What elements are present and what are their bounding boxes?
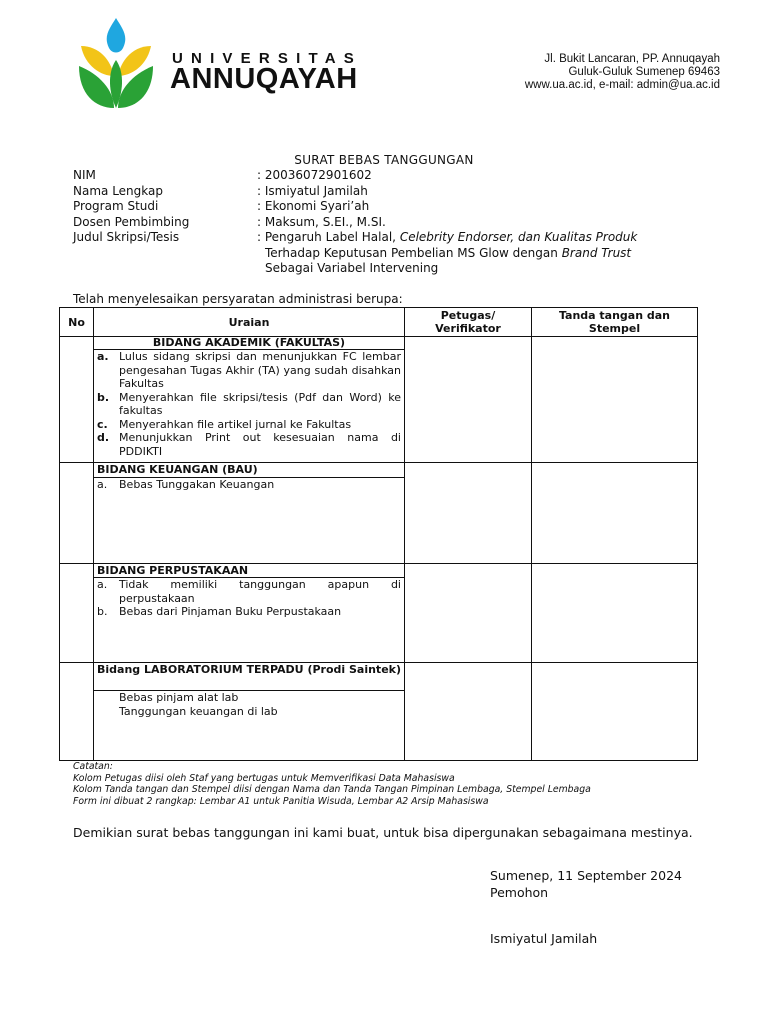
- address-line: Jl. Bukit Lancaran, PP. Annuqayah: [544, 53, 720, 65]
- item-text: Menyerahkan file artikel jurnal ke Fakultas: [119, 417, 352, 431]
- no-cell: [60, 463, 94, 478]
- section-title: Bidang LABORATORIUM TERPADU (Prodi Saintek): [94, 663, 405, 691]
- header-text: Verifikator: [435, 322, 501, 335]
- info-value: : Ekonomi Syari’ah: [257, 199, 370, 213]
- item-text: Tidak memiliki tanggungan apapun di perpustakaan: [119, 578, 401, 605]
- no-cell: [60, 478, 94, 564]
- lead-text: Telah menyelesaikan persyaratan administrasi berupa:: [73, 292, 403, 306]
- item-text: Menyerahkan file skripsi/tesis (Pdf dan Word) ke fakultas: [119, 390, 401, 417]
- items-cell: [94, 691, 405, 761]
- item-text: Bebas Tunggakan Keuangan: [119, 478, 275, 491]
- info-value: : 20036072901602: [257, 168, 372, 182]
- col-ttd-header: [532, 308, 698, 337]
- items-cell: [94, 350, 405, 463]
- university-address: [525, 53, 720, 92]
- place-date: Sumenep, 11 September 2024: [490, 868, 682, 883]
- list-item: Bebas pinjam alat lab: [119, 691, 239, 704]
- no-cell: [60, 350, 94, 463]
- section-title: BIDANG AKADEMIK (FAKULTAS): [94, 337, 405, 350]
- col-petugas-header: [405, 308, 532, 337]
- no-cell: [60, 337, 94, 350]
- list-item: [97, 431, 401, 458]
- closing-paragraph: Demikian surat bebas tanggungan ini kami buat, untuk bisa dipergunakan sebagaimana mestinya.: [73, 825, 693, 840]
- petugas-cell: [405, 463, 532, 564]
- section-row-keuangan: [60, 463, 698, 478]
- table-header-row: [60, 308, 698, 337]
- items-cell: [94, 578, 405, 663]
- address-line: Guluk-Guluk Sumenep 69463: [568, 66, 720, 78]
- header-text: Petugas/: [440, 309, 496, 322]
- no-cell: [60, 663, 94, 691]
- item-text: Lulus sidang skripsi dan menunjukkan FC lembar pengesahan Tugas Akhir (TA) yang sudah disahkan Fakultas: [119, 350, 401, 390]
- col-no-header: No: [60, 308, 94, 337]
- item-marker: a.: [97, 350, 109, 363]
- petugas-cell: [405, 663, 532, 761]
- info-row-judul: [73, 230, 677, 277]
- item-marker: c.: [97, 417, 108, 431]
- info-label: Program Studi: [73, 199, 159, 213]
- section-title: BIDANG KEUANGAN (BAU): [94, 463, 405, 478]
- item-marker: b.: [97, 605, 108, 618]
- signer-role: Pemohon: [490, 884, 549, 900]
- section-row-perpustakaan: [60, 564, 698, 578]
- info-value: : Maksum, S.EI., M.SI.: [257, 214, 386, 229]
- address-contact: www.ua.ac.id, e-mail: admin@ua.ac.id: [524, 79, 720, 91]
- info-label: Nama Lengkap: [73, 183, 163, 198]
- info-row-nim: [73, 168, 677, 184]
- item-marker: a.: [97, 578, 108, 591]
- item-list: [97, 478, 401, 492]
- no-cell: [60, 691, 94, 761]
- judul-line3: Sebagai Variabel Intervening: [265, 261, 439, 275]
- list-item: [97, 578, 401, 605]
- col-uraian-header: Uraian: [94, 308, 405, 337]
- notes-title: Catatan:: [73, 761, 113, 772]
- petugas-cell: [405, 564, 532, 663]
- university-name: ANNUQAYAH: [170, 63, 358, 95]
- list-item: [97, 418, 401, 432]
- info-label: Judul Skripsi/Tesis: [73, 230, 180, 244]
- section-row-akademik: [60, 337, 698, 350]
- item-list: [97, 350, 401, 458]
- section-row-lab: [60, 663, 698, 691]
- judul-line2: [257, 246, 677, 262]
- list-item: Tanggungan keuangan di lab: [119, 705, 278, 718]
- item-marker: b.: [97, 390, 110, 404]
- no-cell: [60, 564, 94, 578]
- list-item: [97, 478, 401, 492]
- section-title: BIDANG PERPUSTAKAAN: [94, 564, 405, 578]
- list-item: [97, 350, 401, 391]
- petugas-cell: [405, 350, 532, 463]
- requirements-table: [59, 307, 698, 761]
- ttd-cell: [532, 337, 698, 350]
- no-cell: [60, 578, 94, 663]
- info-label: Dosen Pembimbing: [73, 214, 190, 229]
- info-value: : Ismiyatul Jamilah: [257, 183, 368, 198]
- header-text: Stempel: [588, 322, 641, 335]
- item-text: Menunjukkan Print out kesesuaian nama di PDDIKTI: [119, 431, 401, 458]
- ttd-cell: [532, 564, 698, 663]
- judul-italic: Celebrity Endorser, dan Kualitas Produk: [399, 230, 638, 244]
- signer-name: Ismiyatul Jamilah: [490, 931, 598, 946]
- list-item: [97, 605, 401, 619]
- ttd-cell: [532, 463, 698, 564]
- judul-text: Terhadap Keputusan Pembelian MS Glow dengan: [265, 245, 562, 260]
- university-logo: [77, 16, 155, 110]
- item-marker: a.: [97, 478, 108, 491]
- signature-block: [490, 868, 682, 901]
- judul-italic: Brand Trust: [561, 245, 632, 260]
- petugas-cell: [405, 337, 532, 350]
- document-title: SURAT BEBAS TANGGUNGAN: [294, 153, 474, 167]
- item-text: Bebas dari Pinjaman Buku Perpustakaan: [119, 605, 342, 618]
- note-line: Kolom Petugas diisi oleh Staf yang bertugas untuk Memverifikasi Data Mahasiswa: [73, 772, 455, 784]
- info-row-prodi: [73, 199, 677, 215]
- info-row-name: [73, 184, 677, 200]
- info-value-judul: [257, 230, 677, 277]
- item-list: [119, 691, 401, 719]
- list-item: [97, 391, 401, 418]
- ttd-cell: [532, 350, 698, 463]
- items-cell: [94, 478, 405, 564]
- items-row-akademik: [60, 350, 698, 463]
- note-line: Kolom Tanda tangan dan Stempel diisi dengan Nama dan Tanda Tangan Pimpinan Lembaga, Stempel Lembaga: [73, 784, 591, 795]
- notes: [73, 761, 591, 807]
- info-row-dosen: [73, 215, 677, 231]
- ttd-cell: [532, 663, 698, 761]
- student-info: [73, 168, 677, 277]
- judul-text: : Pengaruh Label Halal,: [257, 230, 400, 244]
- university-label: UNIVERSITAS: [172, 50, 362, 67]
- item-list: [97, 578, 401, 619]
- info-label: NIM: [73, 168, 96, 182]
- header-text: Tanda tangan dan: [558, 309, 671, 322]
- note-line: Form ini dibuat 2 rangkap: Lembar A1 untuk Panitia Wisuda, Lembar A2 Arsip Mahasiswa: [73, 795, 489, 807]
- logo-blue-leaf: [107, 18, 126, 53]
- item-marker: d.: [97, 431, 110, 444]
